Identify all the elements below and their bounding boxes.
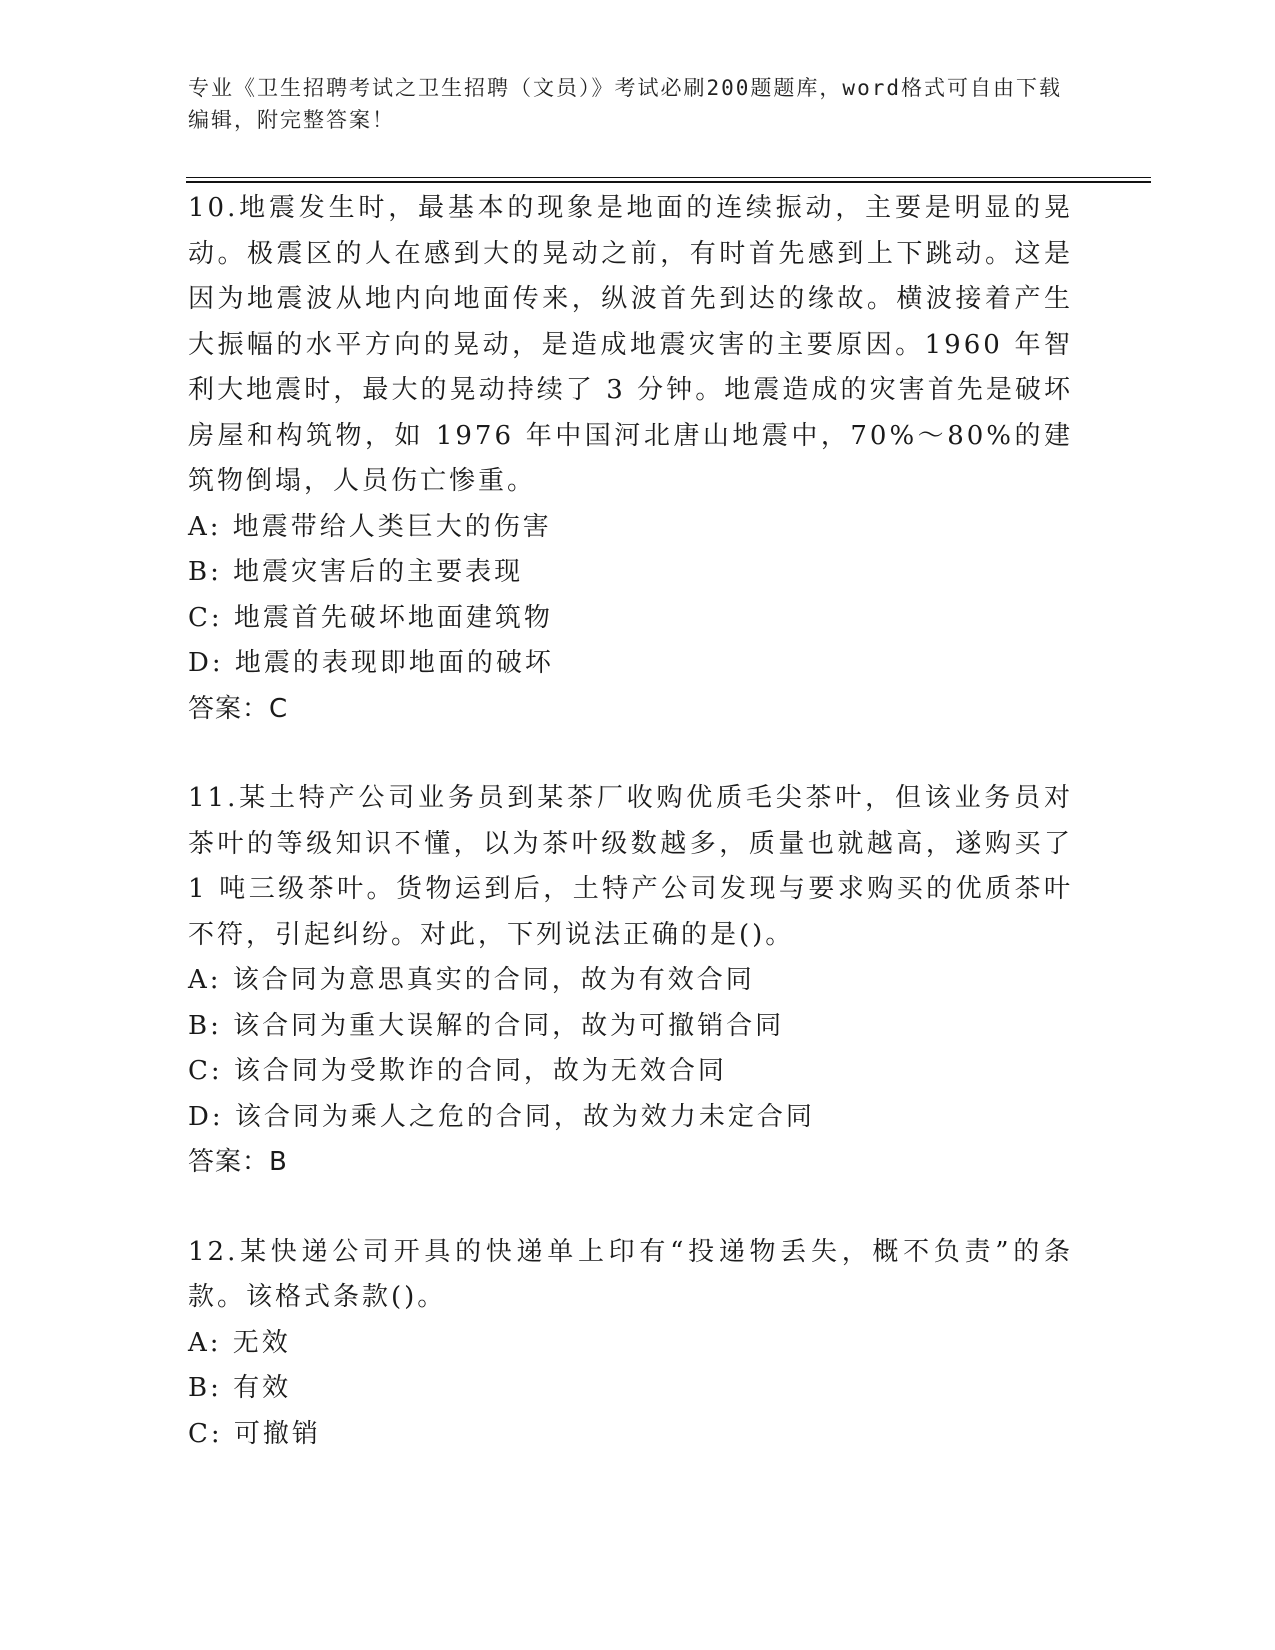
option-a: A: 无效 xyxy=(188,1327,291,1358)
questions-container xyxy=(188,186,1073,1501)
question-10 xyxy=(188,186,1073,732)
header-divider-thin xyxy=(186,177,1151,178)
option-b: B: 有效 xyxy=(188,1373,292,1403)
question-stem: 11.某土特产公司业务员到某茶厂收购优质毛尖茶叶，但该业务员对茶叶的等级知识不懂，以为茶叶级数越多，质量也就越高，遂购买了 1 吨三级茶叶。货物运到后，土特产公司发现与要求购买的优质茶叶不符，引起纠纷。对此，下列说法正确的是()。 xyxy=(188,783,1073,950)
question-11 xyxy=(188,776,1073,1186)
option-a: A: 该合同为意思真实的合同，故为有效合同 xyxy=(188,965,755,995)
answer: 答案：B xyxy=(188,1147,288,1177)
question-12 xyxy=(188,1230,1073,1458)
question-stem: 12.某快递公司开具的快递单上印有“投递物丢失，概不负责”的条款。该格式条款()。 xyxy=(188,1236,1073,1312)
answer: 答案：C xyxy=(188,693,289,724)
option-d: D: 地震的表现即地面的破坏 xyxy=(188,648,554,678)
option-c: C: 可撤销 xyxy=(188,1418,321,1449)
option-c: C: 该合同为受欺诈的合同，故为无效合同 xyxy=(188,1056,727,1086)
option-a: A: 地震带给人类巨大的伤害 xyxy=(188,511,552,542)
option-b: B: 该合同为重大误解的合同，故为可撤销合同 xyxy=(188,1010,785,1041)
question-stem: 10.地震发生时，最基本的现象是地面的连续振动，主要是明显的晃动。极震区的人在感到大的晃动之前，有时首先感到上下跳动。这是因为地震波从地内向地面传来，纵波首先到达的缘故。横波接着产生大振幅的水平方向的晃动，是造成地震灾害的主要原因。1960 年智利大地震时，最大的晃动持续了 3 分钟。地震造成的灾害首先是破坏房屋和构筑物，如 1976 年中国河北唐山地震中，70%～80%的建筑物倒塌，人员伤亡惨重。 xyxy=(188,193,1073,496)
option-c: C: 地震首先破坏地面建筑物 xyxy=(188,602,553,633)
document-header: 专业《卫生招聘考试之卫生招聘（文员）》考试必刷200题题库，word格式可自由下载编辑，附完整答案！ xyxy=(188,76,1062,132)
header-divider-thick xyxy=(186,181,1151,183)
option-d: D: 该合同为乘人之危的合同，故为效力未定合同 xyxy=(188,1101,815,1132)
option-b: B: 地震灾害后的主要表现 xyxy=(188,557,524,587)
